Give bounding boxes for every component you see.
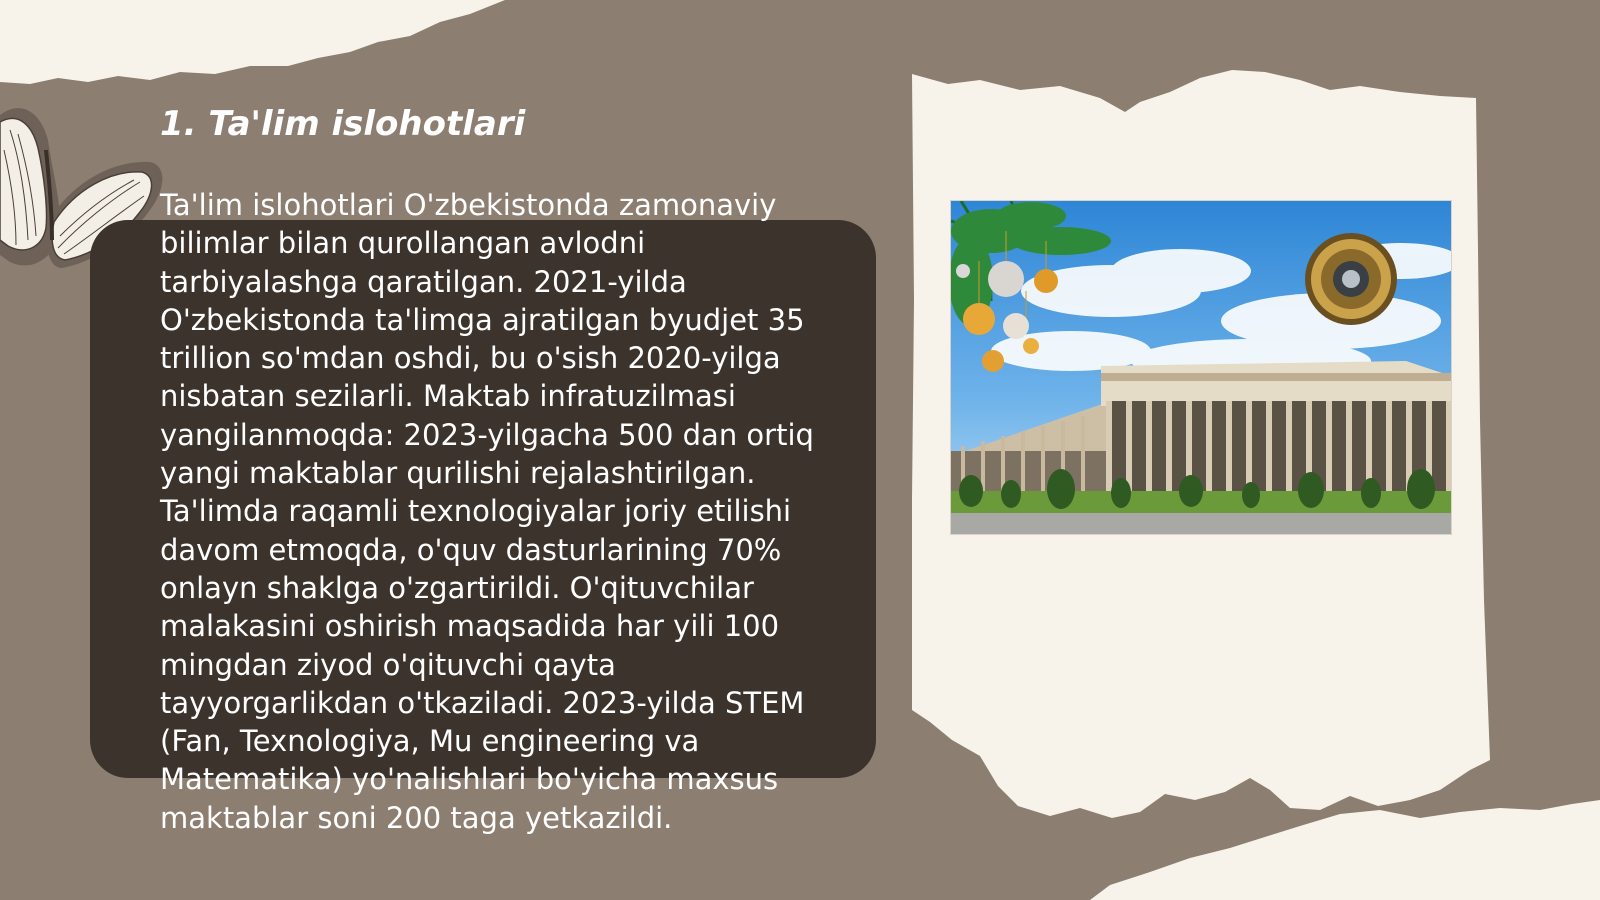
slide-body-text: Ta'lim islohotlari O'zbekistonda zamonaviy bilimlar bilan qurollangan avlodni tarbiyalashga qaratilgan. 2021-yilda O'zbekistonda ta'limga ajratilgan byudjet 35 trillion so'mdan oshdi, bu o'sish 2020-yilga nisbatan sezilarli. Maktab infratuzilmasi yangilanmoqda: 2023-yilgacha 500 dan ortiq yangi maktablar qurilishi rejalashtirilgan. Ta'limda raqamli texnologiyalar joriy etilishi davom etmoqda, o'quv dasturlarining 70% onlayn shaklga o'zgartirildi. O'qituvchilar malakasini oshirish maqsadida har yili 100 mingdan ziyod o'qituvchi qayta tayyorgarlikdan o'tkaziladi. 2023-yilda STEM (Fan, Texnologiya, Mu engineering va Matematika) yo'nalishlari bo'yicha maxsus maktablar soni 200 taga yetkazildi. [160,188,814,835]
seal-emblem-icon [1305,233,1397,325]
slide-title: 1. Ta'lim islohotlari [160,104,526,144]
building-photo [950,200,1452,535]
torn-paper-bottom-right [1090,800,1600,900]
torn-paper-top-left [0,0,505,84]
